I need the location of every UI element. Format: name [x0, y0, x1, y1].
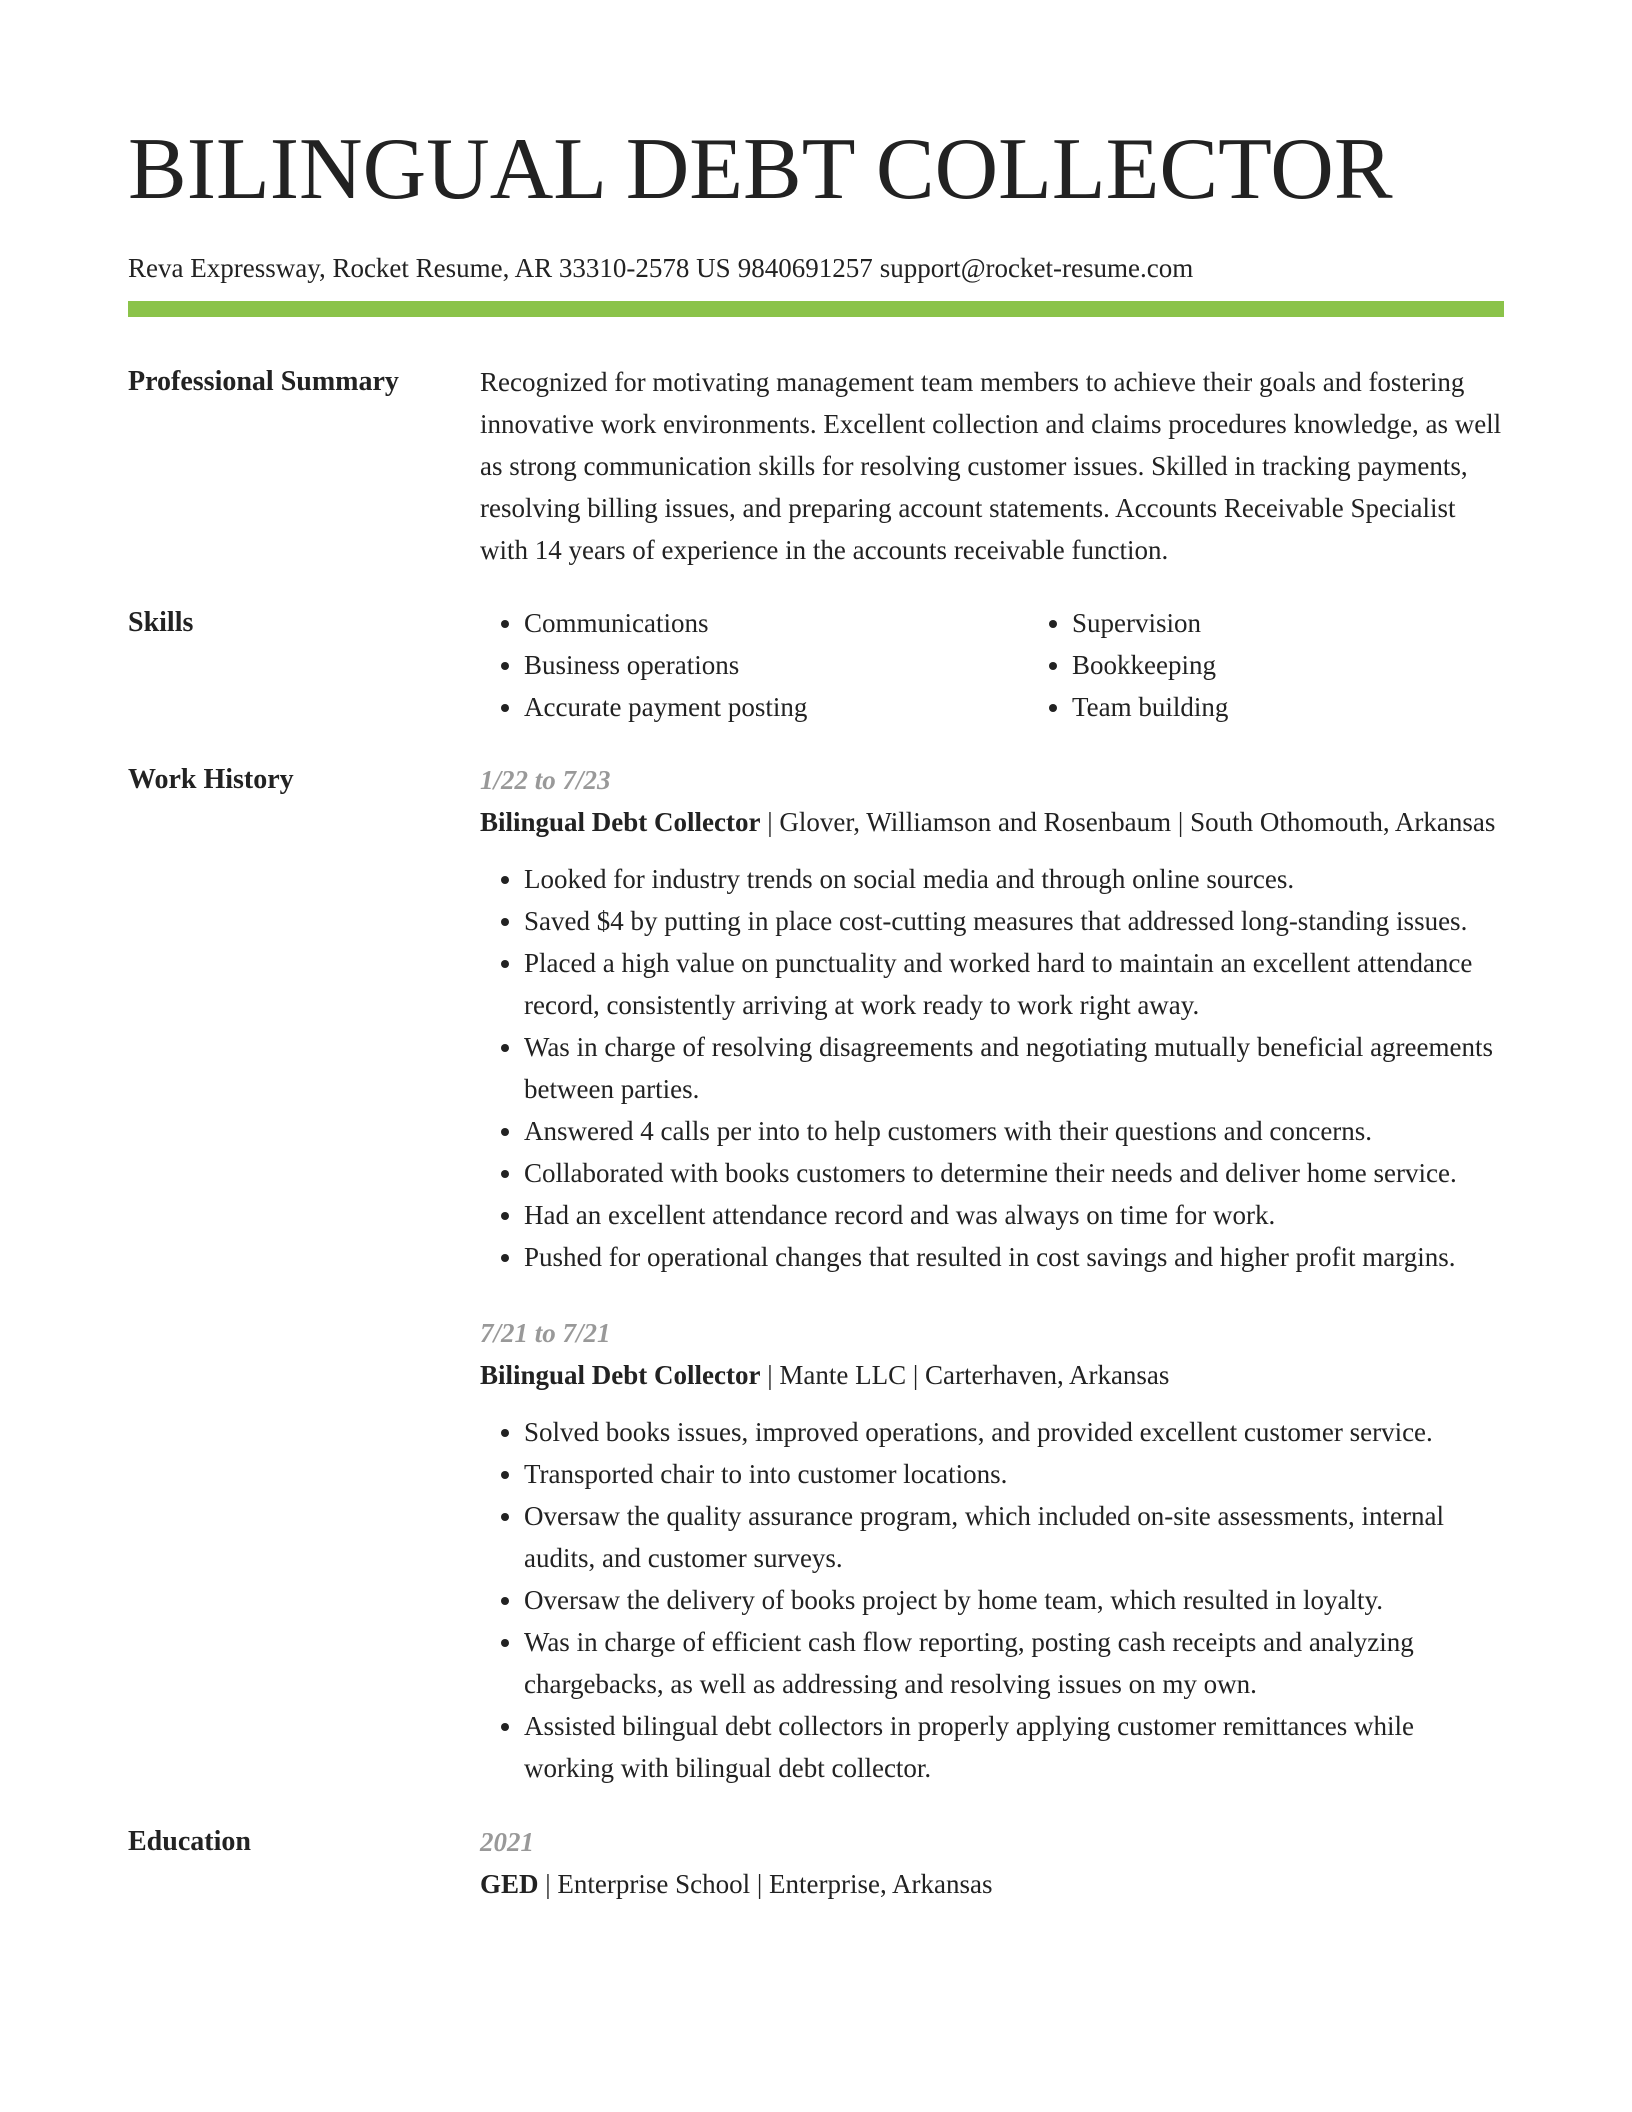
resume-page [128, 0, 1504, 1905]
job-bullets [480, 858, 1504, 1278]
work-history-heading: Work History [128, 764, 294, 795]
contact-email[interactable]: support@rocket-resume.com [879, 253, 1194, 283]
education-section [128, 1821, 1504, 1905]
skills-list-left [480, 602, 1028, 728]
skills-heading: Skills [128, 607, 194, 638]
job-bullet: • Was in charge of efficient cash flow reporting, posting cash receipts and analyzing chargebacks, as well as addressing and resolving issues on my own. [524, 1621, 1504, 1705]
education-details: | Enterprise School | Enterprise, Arkansas [538, 1869, 993, 1899]
header-divider [128, 301, 1504, 317]
job-bullet: • Placed a high value on punctuality and worked hard to maintain an excellent attendance record, consistently arriving at work ready to work right away. [524, 942, 1504, 1026]
job-bullet: • Had an excellent attendance record and was always on time for work. [524, 1194, 1504, 1236]
contact-line [128, 250, 1504, 286]
summary-section [128, 361, 1504, 571]
job-entry [480, 1312, 1504, 1789]
job-bullet: • Oversaw the delivery of books project by home team, which resulted in loyalty. [524, 1579, 1504, 1621]
job-bullet: • Transported chair to into customer locations. [524, 1453, 1504, 1495]
job-details: | Glover, Williamson and Rosenbaum | South Othomouth, Arkansas [760, 807, 1496, 837]
job-bullet: • Collaborated with books customers to determine their needs and deliver home service. [524, 1152, 1504, 1194]
job-entry [480, 759, 1504, 1278]
skills-list-right [1028, 602, 1576, 728]
job-details: | Mante LLC | Carterhaven, Arkansas [760, 1360, 1170, 1390]
job-bullet: • Solved books issues, improved operations, and provided excellent customer service. [524, 1411, 1504, 1453]
job-heading [480, 801, 1504, 843]
job-bullet: • Looked for industry trends on social media and through online sources. [524, 858, 1504, 900]
job-bullet: • Saved $4 by putting in place cost-cutting measures that addressed long-standing issues. [524, 900, 1504, 942]
job-bullet: • Assisted bilingual debt collectors in properly applying customer remittances while working with bilingual debt collector. [524, 1705, 1504, 1789]
skill-item: • Accurate payment posting [524, 686, 1028, 728]
job-heading [480, 1354, 1504, 1396]
skills-section [128, 602, 1504, 728]
job-dates: 1/22 to 7/23 [480, 765, 611, 795]
job-dates: 7/21 to 7/21 [480, 1318, 611, 1348]
work-history-section [128, 759, 1504, 1789]
education-heading: Education [128, 1826, 251, 1857]
education-degree: GED [480, 1869, 539, 1899]
education-line [480, 1863, 1504, 1905]
summary-text: Recognized for motivating management team members to achieve their goals and fostering innovative work environments. Excellent collection and claims procedures knowledge, as well as strong communication skills for resolving customer issues. Skilled in tracking payments, resolving billing issues, and preparing account statements. Accounts Receivable Specialist with 14 years of experience in the accounts receivable function. [480, 367, 1502, 565]
job-bullet: • Oversaw the quality assurance program, which included on-site assessments, internal audits, and customer surveys. [524, 1495, 1504, 1579]
skill-item: • Team building [1072, 686, 1576, 728]
skill-item: • Supervision [1072, 602, 1576, 644]
job-bullet: • Was in charge of resolving disagreements and negotiating mutually beneficial agreements between parties. [524, 1026, 1504, 1110]
education-year: 2021 [480, 1827, 534, 1857]
job-title: Bilingual Debt Collector [480, 807, 761, 837]
contact-phone: 9840691257 [737, 253, 873, 283]
candidate-title: BILINGUAL DEBT COLLECTOR [128, 121, 1393, 218]
skill-item: • Business operations [524, 644, 1028, 686]
job-bullet: • Answered 4 calls per into to help customers with their questions and concerns. [524, 1110, 1504, 1152]
summary-heading: Professional Summary [128, 366, 399, 397]
job-bullets [480, 1411, 1504, 1789]
skill-item: • Bookkeeping [1072, 644, 1576, 686]
contact-address: Reva Expressway, Rocket Resume, AR 33310-2578 US [128, 253, 731, 283]
job-bullet: • Pushed for operational changes that resulted in cost savings and higher profit margins. [524, 1236, 1504, 1278]
skill-item: • Communications [524, 602, 1028, 644]
job-title: Bilingual Debt Collector [480, 1360, 761, 1390]
